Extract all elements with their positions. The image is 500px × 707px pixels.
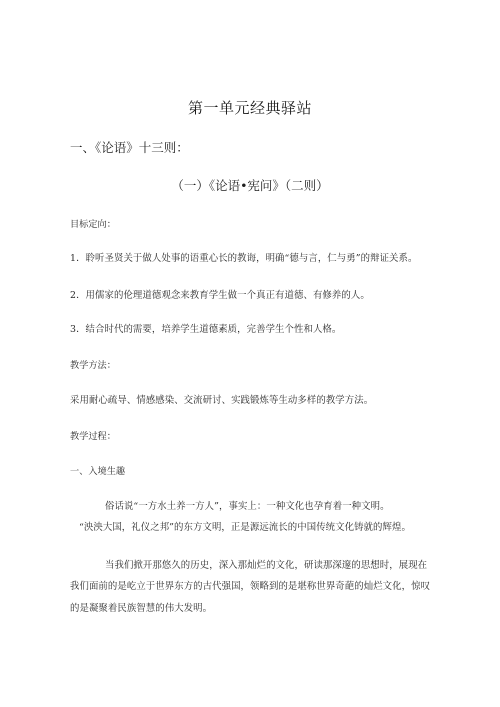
objective-item-3: 3．结合时代的需要，培养学生道德素质，完善学生个性和人格。 bbox=[70, 324, 342, 335]
method-text: 采用耐心疏导、情感感染、交流研讨、实践锻炼等生动多样的教学方法。 bbox=[70, 395, 374, 406]
paragraph-1-line-2: “泱泱大国，礼仪之邦”的东方文明，正是源远流长的中国传统文化铸就的辉煌。 bbox=[79, 522, 411, 533]
paragraph-2-line-1: 当我们掀开那悠久的历史，深入那灿烂的文化，研读那深邃的思想时，展现在 bbox=[105, 560, 428, 571]
section-heading: 一、《论语》十三则： bbox=[70, 140, 189, 155]
process-label: 教学过程： bbox=[70, 431, 116, 442]
objective-item-2: 2．用儒家的伦理道德观念来教育学生做一个真正有道德、有修养的人。 bbox=[70, 290, 370, 301]
paragraph-2-line-3: 的是凝聚着民族智慧的伟大发明。 bbox=[70, 603, 213, 614]
objective-item-1: 1．聆听圣贤关于做人处事的语重心长的教诲，明确“德与言，仁与勇”的辩证关系。 bbox=[70, 253, 418, 264]
method-label: 教学方法： bbox=[70, 360, 116, 371]
document-title: 第一单元经典驿站 bbox=[187, 99, 312, 117]
step-1-label: 一、入境生趣 bbox=[70, 466, 126, 477]
subsection-heading: （一）《论语•宪问》（二则） bbox=[171, 178, 329, 193]
paragraph-1-line-1: 俗话说“一方水土养一方人”，事实上：一种文化也孕育着一种文明。 bbox=[105, 501, 390, 512]
paragraph-2-line-2: 我们面前的是屹立于世界东方的古代强国，领略到的是堪称世界奇葩的灿烂文化，惊叹 bbox=[70, 581, 431, 592]
objectives-label: 目标定向： bbox=[70, 219, 116, 230]
